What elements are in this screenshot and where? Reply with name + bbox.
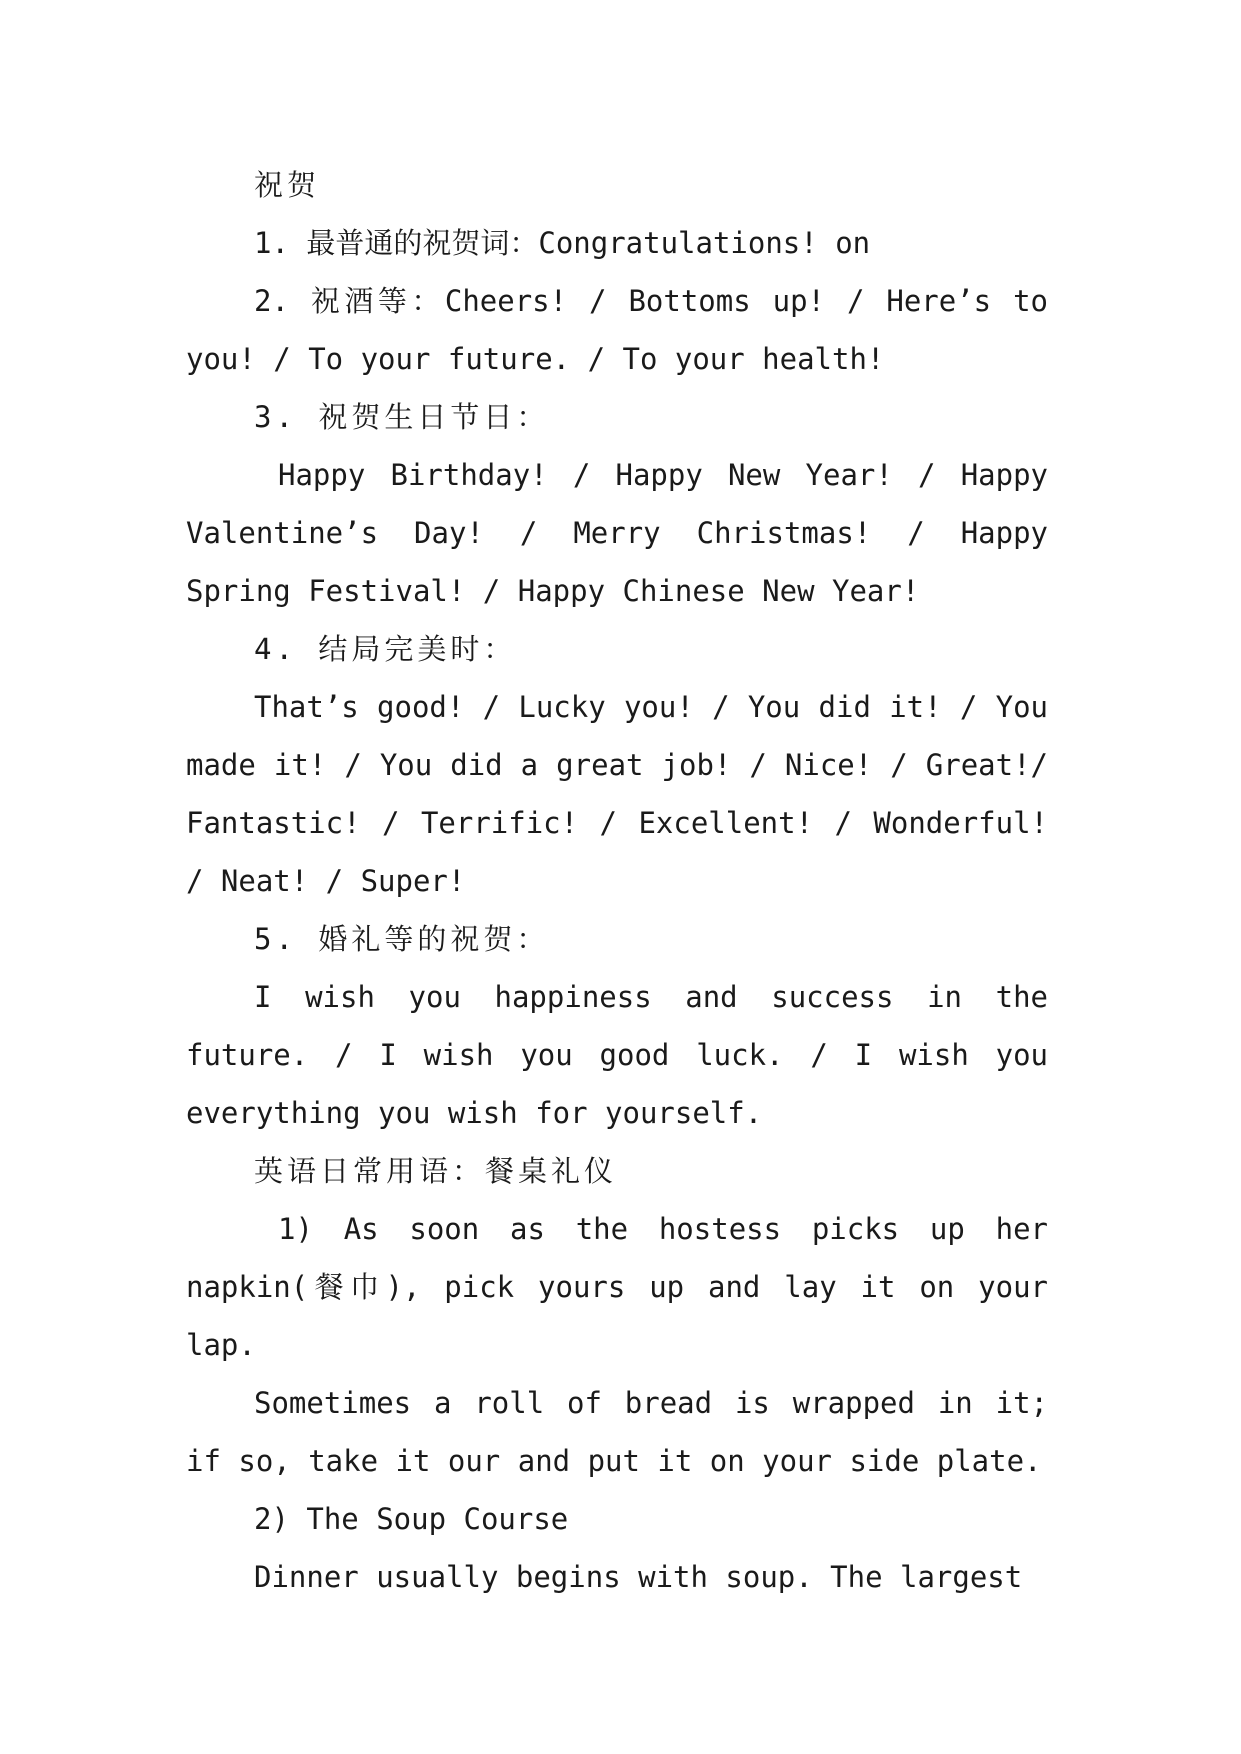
paragraph-bread: Sometimes a roll of bread is wrapped in it; if so, take it our and put it on your side plate.: [186, 1386, 1048, 1478]
paragraph-wishes: I wish you happiness and success in the future. / I wish you good luck. / I wish you everything you wish for yourself.: [186, 980, 1048, 1130]
paragraph-soup: Dinner usually begins with soup. The largest: [254, 1560, 1023, 1594]
section-heading-table-manners: 英语日常用语：餐桌礼仪: [254, 1154, 618, 1188]
paragraph-napkin: 1) As soon as the hostess picks up her napkin(餐巾), pick yours up and lay it on your lap.: [186, 1212, 1048, 1362]
paragraph-item-4: 4. 结局完美时：: [254, 632, 517, 666]
paragraph-greetings: Happy Birthday! / Happy New Year! / Happy Valentine’s Day! / Merry Christmas! / Happy Spring Festival! / Happy Chinese New Year!: [186, 458, 1048, 608]
section-heading-congratulations: 祝贺: [254, 168, 321, 202]
document-body: [186, 156, 1048, 1606]
paragraph-soup-course-heading: 2) The Soup Course: [254, 1502, 569, 1536]
paragraph-item-5: 5. 婚礼等的祝贺：: [254, 922, 550, 956]
paragraph-item-1: 1. 最普通的祝贺词：Congratulations! on: [254, 226, 871, 260]
paragraph-praise: That’s good! / Lucky you! / You did it! / You made it! / You did a great job! / Nice! / Great!/ Fantastic! / Terrific! / Excellent! / Wonderful! / Neat! / Super!: [186, 690, 1048, 898]
paragraph-item-2: 2. 祝酒等：Cheers! / Bottoms up! / Here’s to you! / To your future. / To your health!: [186, 284, 1048, 376]
paragraph-item-3: 3. 祝贺生日节日：: [254, 400, 550, 434]
